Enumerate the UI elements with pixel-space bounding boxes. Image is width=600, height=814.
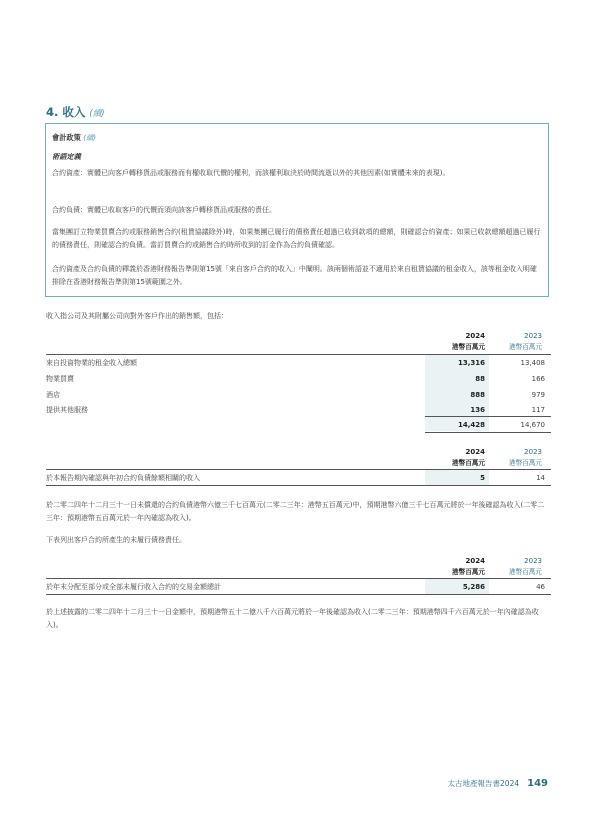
row-value-2024: 13,316 (457, 359, 485, 367)
table-row (46, 372, 551, 386)
col-unit-2023: 港幣百萬元 (509, 343, 542, 351)
table3-bottom-rule (46, 594, 551, 595)
col-head-2024 (425, 556, 485, 578)
page-number: 149 (527, 778, 548, 789)
page-footer (448, 778, 548, 789)
col-head-2023 (482, 556, 542, 578)
table2-bottom-rule (46, 485, 551, 486)
table-row (46, 388, 551, 402)
row-value-2023: 13,408 (520, 359, 545, 367)
col-unit-2024: 港幣百萬元 (452, 459, 485, 467)
col-head-2023 (482, 447, 542, 469)
table-row (46, 471, 551, 485)
table1-top-rule (46, 354, 551, 355)
row-value-2023: 46 (536, 583, 545, 591)
table2-top-rule (46, 469, 551, 470)
col-year-2024: 2024 (465, 557, 485, 565)
row-label: 於本報告期內確認與年初合約負債餘額相關的收入 (46, 474, 200, 482)
subtotal-rule (425, 416, 551, 417)
row-label: 酒店 (46, 391, 60, 399)
table-total-row (46, 418, 551, 432)
table3-top-rule (46, 578, 551, 579)
unsatisfied-obligations-intro: 下表列出客戶合約所產生的未履行債務責任。 (46, 536, 186, 544)
total-value-2023: 14,670 (520, 421, 545, 429)
row-label: 提供其他服務 (46, 406, 88, 414)
col-head-2023 (482, 331, 542, 353)
table-row (46, 403, 551, 417)
row-label: 於年末分配至部分或全部未履行收入合約的交易金額總計 (46, 583, 221, 591)
section-cont: (續) (89, 109, 105, 119)
contract-liability-note: 於二零二四年十二月三十一日未償還的合約負債港幣六億三千七百萬元(二零二三年：港幣五百萬元)中，預期港幣六億三千七百萬元將於一年後確認為收入(二零二三年：預期港幣五百萬元於一年內確認為收入)。 (46, 501, 545, 522)
col-unit-2023: 港幣百萬元 (509, 568, 542, 576)
total-rule (425, 432, 551, 433)
section-title-text: 收入 (62, 105, 86, 119)
row-value-2023: 14 (536, 474, 545, 482)
col-unit-2023: 港幣百萬元 (509, 459, 542, 467)
policy-heading (52, 133, 96, 143)
row-value-2023: 166 (531, 375, 545, 383)
col-unit-2024: 港幣百萬元 (452, 568, 485, 576)
row-value-2023: 979 (531, 391, 545, 399)
col-year-2023: 2023 (524, 557, 542, 565)
row-value-2023: 117 (531, 406, 545, 414)
col-year-2024: 2024 (465, 448, 485, 456)
recognition-paragraph: 當集團訂立物業買賣合約或服務銷售合約(租賃協議除外)時，如果集團已履行的債務責任超過已收到款項的總額，則確認合約資產；如果已收款總額超過已履行的債務責任，則確認合約負債。當訂買賣合約或銷售合約時所收到的訂金作為合約負債確認。 (52, 228, 541, 249)
row-value-2024: 88 (475, 375, 485, 383)
policy-heading-text: 會計政策 (52, 133, 81, 142)
revenue-intro: 收入指公司及其附屬公司向對外客戶作出的銷售額，包括： (46, 312, 228, 320)
row-value-2024: 5,286 (462, 583, 485, 591)
hkfrs15-paragraph: 合約資產及合約負債的釋義於香港財務報告準則第15號「來自客戶合約的收入」中闡明。該兩個術語並不適用於來自租賃協議的租金收入，該等租金收入明確排除在香港財務報告準則第15號範圍之外。 (52, 265, 537, 286)
section-number: 4. (46, 105, 59, 119)
col-year-2024: 2024 (465, 332, 485, 340)
remaining-obligation-note: 於上述披露的二零二四年十二月三十一日金額中，預期港幣五十二億八千六百萬元將於一年後確認為收入(二零二三年：預期港幣四千六百萬元於一年內確認為收入)。 (46, 608, 539, 629)
section-title (46, 104, 105, 120)
table-row (46, 580, 551, 594)
row-value-2024: 136 (470, 406, 485, 414)
report-name: 太古地產報告書2024 (447, 779, 520, 788)
col-head-2024 (425, 331, 485, 353)
row-label: 來自投資物業的租金收入總額 (46, 359, 137, 367)
contract-asset-paragraph: 合約資產：實體已向客戶轉移貨品或服務而有權收取代價的權利，而該權利取決於時間流逝以外的其他因素(如實體未來的表現)。 (52, 169, 450, 177)
col-year-2023: 2023 (524, 332, 542, 340)
policy-heading-cont: (續) (83, 133, 97, 142)
col-unit-2024: 港幣百萬元 (452, 343, 485, 351)
contract-liability-paragraph: 合約負債：實體已收取客戶的代價而須向該客戶轉移貨品或服務的責任。 (52, 206, 276, 214)
row-value-2024: 5 (480, 474, 485, 482)
definitions-subheading: 術語定義 (52, 152, 81, 161)
row-label: 物業買賣 (46, 375, 74, 383)
col-year-2023: 2023 (524, 448, 542, 456)
col-head-2024 (425, 447, 485, 469)
total-value-2024: 14,428 (457, 421, 485, 429)
table-row (46, 356, 551, 370)
row-value-2024: 888 (470, 391, 485, 399)
